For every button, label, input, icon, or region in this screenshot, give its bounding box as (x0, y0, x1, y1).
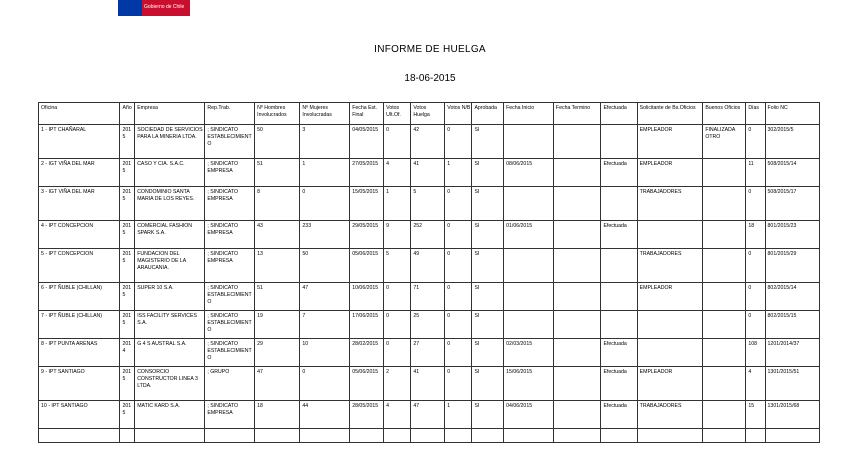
table-cell-empty (205, 429, 255, 443)
table-cell: 2015 (120, 221, 135, 249)
table-cell: 10/06/2015 (350, 283, 384, 311)
table-cell: SI (472, 125, 504, 159)
table-cell: 9 - IPT SANTIAGO (39, 367, 120, 401)
table-cell-empty (39, 429, 120, 443)
table-cell (504, 311, 554, 339)
table-cell: SI (472, 311, 504, 339)
table-cell: 1 - IPT CHAÑARAL (39, 125, 120, 159)
table-row (39, 311, 820, 339)
table-cell: 802/2015/14 (765, 283, 819, 311)
table-cell: 2015 (120, 311, 135, 339)
table-cell: 2015 (120, 401, 135, 429)
table-cell: 2015 (120, 249, 135, 283)
table-cell: 05/06/2015 (350, 367, 384, 401)
col-header-empresa: Empresa (135, 103, 205, 125)
table-cell: 15 (746, 401, 765, 429)
table-cell (703, 367, 746, 401)
table-cell-empty (384, 429, 411, 443)
table-cell: 252 (411, 221, 445, 249)
table-cell: 0 (300, 367, 350, 401)
table-cell: EMPLEADOR (637, 125, 703, 159)
table-cell: FUNDACION DEL MAGISTERIO DE LA ARAUCANIA. (135, 249, 205, 283)
table-cell (703, 401, 746, 429)
table-cell: 04/05/2015 (350, 125, 384, 159)
col-header-fecha-termino: Fecha Termino (553, 103, 601, 125)
report-title: INFORME DE HUELGA (374, 44, 486, 55)
col-header-votos-ult-of: Votos Ult.Of. (384, 103, 411, 125)
table-cell (703, 187, 746, 221)
table-cell: 0 (445, 125, 472, 159)
table-cell-empty (120, 429, 135, 443)
table-cell: 27/05/2015 (350, 159, 384, 187)
table-cell: 0 (384, 125, 411, 159)
table-cell: 2015 (120, 159, 135, 187)
table-cell: CASO Y CIA. S.A.C. (135, 159, 205, 187)
table-cell: 4 (384, 401, 411, 429)
table-cell (703, 339, 746, 367)
table-body (39, 125, 820, 443)
table-cell: SI (472, 339, 504, 367)
table-cell: EMPLEADOR (637, 159, 703, 187)
table-cell: 5 (384, 249, 411, 283)
table-cell: 1 (445, 159, 472, 187)
table-cell: ; SINDICATO ESTABLECIMIENTO (205, 125, 255, 159)
table-cell: 05/06/2015 (350, 249, 384, 283)
table-cell: 02/03/2015 (504, 339, 554, 367)
table-cell: 49 (411, 249, 445, 283)
table-cell: FINALIZADA OTRO (703, 125, 746, 159)
table-cell (601, 249, 637, 283)
table-cell: 47 (411, 401, 445, 429)
table-cell: EMPLEADOR (637, 367, 703, 401)
table-cell: 10 - IPT SANTIAGO (39, 401, 120, 429)
table-cell: 08/06/2015 (504, 159, 554, 187)
table-cell: 28/02/2015 (350, 339, 384, 367)
table-cell (504, 125, 554, 159)
table-cell: ; SINDICATO EMPRESA (205, 187, 255, 221)
table-cell: 801/2015/23 (765, 221, 819, 249)
table-cell: ; SINDICATO ESTABLECIMIENTO (205, 339, 255, 367)
table-cell: 11 (746, 159, 765, 187)
table-cell (553, 339, 601, 367)
table-cell: 0 (445, 311, 472, 339)
table-cell: SUPER 10 S.A. (135, 283, 205, 311)
table-cell: 0 (384, 339, 411, 367)
table-cell: 41 (411, 159, 445, 187)
table-cell (703, 221, 746, 249)
table-cell: 2015 (120, 125, 135, 159)
table-cell: ; SINDICATO ESTABLECIMIENTO (205, 311, 255, 339)
table-cell: 302/2015/5 (765, 125, 819, 159)
table-cell: TRABAJADORES (637, 249, 703, 283)
table-cell: CONDOMINIO SANTA MARIA DE LOS REYES. (135, 187, 205, 221)
table-cell: 51 (255, 159, 300, 187)
col-header-solicitante: Solicitante de Bs.Oficios (637, 103, 703, 125)
table-cell: 0 (445, 221, 472, 249)
strike-report-table (38, 102, 820, 443)
logo-text: Gobierno de Chile (144, 4, 185, 10)
table-cell: ; SINDICATO EMPRESA (205, 221, 255, 249)
table-cell: 233 (300, 221, 350, 249)
col-header-oficina: Oficina (39, 103, 120, 125)
table-cell: SI (472, 401, 504, 429)
table-cell: SI (472, 283, 504, 311)
table-cell: 17/06/2015 (350, 311, 384, 339)
table-cell-empty (703, 429, 746, 443)
table-cell: Efectuada (601, 159, 637, 187)
table-cell (601, 283, 637, 311)
table-cell: SI (472, 249, 504, 283)
table-cell: 5 - IPT CONCEPCION (39, 249, 120, 283)
table-cell: 25 (411, 311, 445, 339)
table-cell (601, 125, 637, 159)
table-cell (637, 311, 703, 339)
table-cell: ; SINDICATO EMPRESA (205, 401, 255, 429)
table-cell: 1 (300, 159, 350, 187)
table-cell: 4 - IPT CONCEPCION (39, 221, 120, 249)
table-cell: Efectuada (601, 401, 637, 429)
table-cell: 1201/2014/37 (765, 339, 819, 367)
table-row (39, 159, 820, 187)
table-cell: Efectuada (601, 221, 637, 249)
table-cell: G 4 S AUSTRAL S.A. (135, 339, 205, 367)
table-cell: 1 (445, 401, 472, 429)
col-header-votos-huelga: Votos Huelga (411, 103, 445, 125)
table-row (39, 367, 820, 401)
table-cell (553, 401, 601, 429)
col-header-mujeres: Nº Mujeres Involucradas (300, 103, 350, 125)
table-cell: 7 (300, 311, 350, 339)
table-row (39, 187, 820, 221)
table-cell-empty (746, 429, 765, 443)
table-cell: 7 - IPT ÑUBLE (CHILLAN) (39, 311, 120, 339)
table-cell: TRABAJADORES (637, 401, 703, 429)
col-header-aprobada: Aprobada (472, 103, 504, 125)
table-cell (601, 187, 637, 221)
table-cell: 1 (384, 187, 411, 221)
table-cell: 04/06/2015 (504, 401, 554, 429)
col-header-folio-nc: Folio NC (765, 103, 819, 125)
table-cell (601, 311, 637, 339)
table-cell: 2015 (120, 187, 135, 221)
table-cell (553, 187, 601, 221)
table-cell: COMERCIAL FASHION SPARK S.A. (135, 221, 205, 249)
gobierno-logo (118, 0, 190, 16)
table-cell: 2015 (120, 283, 135, 311)
table-cell: 2015 (120, 367, 135, 401)
table-cell: 508/2015/17 (765, 187, 819, 221)
table-cell: 0 (445, 283, 472, 311)
table-cell: SI (472, 159, 504, 187)
table-cell: 10 (300, 339, 350, 367)
table-row (39, 401, 820, 429)
table-cell: ; SINDICATO EMPRESA (205, 159, 255, 187)
table-cell (504, 249, 554, 283)
table-cell: 0 (445, 187, 472, 221)
table-cell: 8 (255, 187, 300, 221)
table-cell: 0 (746, 125, 765, 159)
col-header-buenos-oficios: Buenos Oficios (703, 103, 746, 125)
table-cell-empty (255, 429, 300, 443)
table-cell: 18 (746, 221, 765, 249)
table-cell: TRABAJADORES (637, 187, 703, 221)
table-row (39, 249, 820, 283)
col-header-votos-nb: Votos N/B (445, 103, 472, 125)
table-cell: 0 (445, 339, 472, 367)
table-cell: 50 (300, 249, 350, 283)
table-cell (553, 159, 601, 187)
table-cell (637, 339, 703, 367)
table-cell: 2 (384, 367, 411, 401)
table-cell-empty (411, 429, 445, 443)
table-cell: 41 (411, 367, 445, 401)
table-cell: 01/06/2015 (504, 221, 554, 249)
col-header-fecha-est-final: Fecha Est. Final (350, 103, 384, 125)
table-row (39, 339, 820, 367)
table-cell: 108 (746, 339, 765, 367)
table-cell: 42 (411, 125, 445, 159)
table-cell: 4 (746, 367, 765, 401)
table-cell: 2014 (120, 339, 135, 367)
table-cell: 6 - IPT ÑUBLE (CHILLAN) (39, 283, 120, 311)
table-cell: 2 - IGT VIÑA DEL MAR (39, 159, 120, 187)
table-cell: 801/2015/29 (765, 249, 819, 283)
report-date: 18-06-2015 (404, 73, 456, 84)
table-cell: EMPLEADOR (637, 283, 703, 311)
col-header-dias: Días (746, 103, 765, 125)
table-cell: Efectuada (601, 339, 637, 367)
table-cell-empty (504, 429, 554, 443)
table-cell: 29/05/2015 (350, 221, 384, 249)
table-cell: 0 (445, 367, 472, 401)
table-cell: SI (472, 367, 504, 401)
table-cell-empty (765, 429, 819, 443)
table-cell-empty (601, 429, 637, 443)
table-cell: 0 (300, 187, 350, 221)
table-cell: ; SINDICATO EMPRESA (205, 249, 255, 283)
table-cell: 3 (300, 125, 350, 159)
table-cell (553, 283, 601, 311)
table-cell-empty (472, 429, 504, 443)
table-cell: 0 (746, 283, 765, 311)
table-cell: ISS FACILITY SERVICES S.A. (135, 311, 205, 339)
table-cell: 0 (384, 311, 411, 339)
table-cell: Efectuada (601, 367, 637, 401)
table-cell (703, 159, 746, 187)
table-cell: 0 (746, 311, 765, 339)
col-header-fecha-inicio: Fecha Inicio (504, 103, 554, 125)
table-cell: 15/06/2015 (504, 367, 554, 401)
table-cell-empty (350, 429, 384, 443)
table-cell (703, 283, 746, 311)
table-cell (504, 283, 554, 311)
table-cell: 5 (411, 187, 445, 221)
table-cell-empty (445, 429, 472, 443)
table-cell: 44 (300, 401, 350, 429)
col-header-anio: Año (120, 103, 135, 125)
table-cell: SOCIEDAD DE SERVICIOS PARA LA MINERIA LTDA. (135, 125, 205, 159)
table-cell: 1301/2015/68 (765, 401, 819, 429)
table-cell-empty (135, 429, 205, 443)
table-cell: 0 (746, 249, 765, 283)
table-row-partial (39, 429, 820, 443)
table-cell (553, 221, 601, 249)
table-cell: 13 (255, 249, 300, 283)
table-cell: 0 (384, 283, 411, 311)
col-header-hombres: Nº Hombres Involucrados (255, 103, 300, 125)
table-cell: 3 - IGT VIÑA DEL MAR (39, 187, 120, 221)
table-cell: SI (472, 187, 504, 221)
table-cell: 27 (411, 339, 445, 367)
table-cell: 15/05/2015 (350, 187, 384, 221)
table-cell: 0 (746, 187, 765, 221)
table-cell: 47 (255, 367, 300, 401)
table-cell (703, 311, 746, 339)
logo-blue-block (118, 0, 142, 16)
table-header-row (39, 103, 820, 125)
table-cell: 4 (384, 159, 411, 187)
table-cell-empty (300, 429, 350, 443)
table-row (39, 283, 820, 311)
table-cell: 508/2015/14 (765, 159, 819, 187)
table-row (39, 221, 820, 249)
table-cell: 47 (300, 283, 350, 311)
table-cell: ; SINDICATO ESTABLECIMIENTO (205, 283, 255, 311)
table-cell: 28/05/2015 (350, 401, 384, 429)
table-cell: 1301/2015/51 (765, 367, 819, 401)
table-cell: 0 (445, 249, 472, 283)
col-header-rep-trab: Rep.Trab. (205, 103, 255, 125)
table-cell: 43 (255, 221, 300, 249)
table-cell: 802/2015/15 (765, 311, 819, 339)
table-cell (637, 221, 703, 249)
table-cell: 51 (255, 283, 300, 311)
table-cell: 18 (255, 401, 300, 429)
table-cell: MATIC KARD S.A. (135, 401, 205, 429)
table-cell-empty (637, 429, 703, 443)
table-cell: ; GRUPO (205, 367, 255, 401)
table-cell (553, 125, 601, 159)
table-cell (504, 187, 554, 221)
table-cell: 71 (411, 283, 445, 311)
table-cell: 9 (384, 221, 411, 249)
table-cell (703, 249, 746, 283)
table-cell-empty (553, 429, 601, 443)
table-cell: 50 (255, 125, 300, 159)
table-cell (553, 249, 601, 283)
table-cell: 19 (255, 311, 300, 339)
table-cell: 8 - IPT PUNTA ARENAS (39, 339, 120, 367)
table-cell (553, 311, 601, 339)
col-header-efectuada: Efectuada (601, 103, 637, 125)
table-cell (553, 367, 601, 401)
table-row (39, 125, 820, 159)
table-cell: SI (472, 221, 504, 249)
table-cell: 29 (255, 339, 300, 367)
table-cell: CONSORCIO CONSTRUCTOR LINEA 3 LTDA. (135, 367, 205, 401)
